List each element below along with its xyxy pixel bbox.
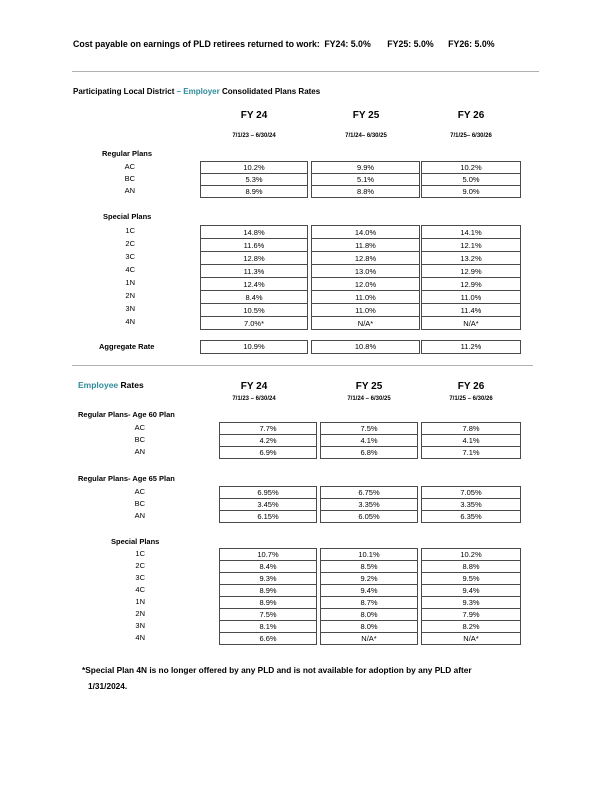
employer-date-range: 7/1/24– 6/30/25 <box>345 133 387 139</box>
employer-special-cell: N/A* <box>421 316 521 330</box>
employee-special-plan-label: 4C <box>135 585 145 594</box>
employee-section-title <box>78 380 144 390</box>
employer-regular-cell: 10.2% <box>421 161 521 174</box>
employee-date-range: 7/1/24 – 6/30/25 <box>347 396 391 402</box>
employer-regular-cell: 10.2% <box>200 161 308 174</box>
employer-title-suffix: Consolidated Plans Rates <box>219 87 321 96</box>
employer-aggregate-cell: 10.8% <box>311 340 420 354</box>
employer-regular-cell: 5.3% <box>200 173 308 186</box>
employer-fy-header: FY 26 <box>457 110 485 121</box>
employer-date-range: 7/1/25– 6/30/26 <box>450 133 492 139</box>
employer-regular-cell: 9.9% <box>311 161 420 174</box>
employer-special-cell: 12.8% <box>200 251 308 265</box>
cost-fy25: FY25: 5.0% <box>387 39 434 49</box>
employee-special-cell: 8.8% <box>421 560 521 573</box>
employee-age65-cell: 3.35% <box>421 498 521 511</box>
employee-age60-cell: 7.8% <box>421 422 521 435</box>
employee-age60-plan-label: AN <box>134 447 145 456</box>
employer-special-cell: 8.4% <box>200 290 308 304</box>
employer-special-cell: 12.9% <box>421 277 521 291</box>
employee-special-cell: 9.4% <box>421 584 521 597</box>
employer-special-plan-label: 1N <box>125 278 135 287</box>
employer-regular-cell: 8.8% <box>311 185 420 198</box>
employee-age60-cell: 4.2% <box>219 434 317 447</box>
employee-special-cell: 10.1% <box>320 548 418 561</box>
employee-age65-cell: 3.35% <box>320 498 418 511</box>
employer-fy-header: FY 24 <box>240 110 268 121</box>
employer-regular-cell: 5.0% <box>421 173 521 186</box>
employer-title-dash: – <box>174 87 184 96</box>
cost-fy26: FY26: 5.0% <box>448 39 495 49</box>
employer-special-cell: 12.1% <box>421 238 521 252</box>
employee-title-accent: Employee <box>78 380 119 390</box>
employer-special-cell: 12.4% <box>200 277 308 291</box>
employee-age60-cell: 4.1% <box>421 434 521 447</box>
employer-special-cell: 14.0% <box>311 225 420 239</box>
employee-age65-label: Regular Plans- Age 65 Plan <box>78 474 175 483</box>
employer-special-plan-label: 1C <box>125 226 135 235</box>
employer-special-cell: 10.5% <box>200 303 308 317</box>
employee-special-cell: 8.1% <box>219 620 317 633</box>
employee-special-cell: 8.7% <box>320 596 418 609</box>
employee-age60-cell: 6.9% <box>219 446 317 459</box>
employer-special-cell: 11.0% <box>421 290 521 304</box>
employer-special-cell: 11.3% <box>200 264 308 278</box>
employee-fy-header: FY 26 <box>457 381 485 392</box>
employee-age65-cell: 3.45% <box>219 498 317 511</box>
employer-special-cell: 11.6% <box>200 238 308 252</box>
cost-payable-line <box>73 39 495 49</box>
employer-regular-cell: 5.1% <box>311 173 420 186</box>
employer-special-cell: 11.0% <box>311 303 420 317</box>
employee-special-cell: 8.0% <box>320 620 418 633</box>
employee-special-cell: 9.4% <box>320 584 418 597</box>
employee-special-cell: 8.9% <box>219 584 317 597</box>
employee-special-plan-label: 4N <box>135 633 145 642</box>
employee-age65-cell: 7.05% <box>421 486 521 499</box>
employer-regular-cell: 8.9% <box>200 185 308 198</box>
employee-special-cell: N/A* <box>320 632 418 645</box>
employer-regular-plan-label: BC <box>124 174 135 183</box>
employee-special-plan-label: 2C <box>135 561 145 570</box>
footnote-line-2: 1/31/2024. <box>88 681 128 691</box>
employer-special-cell: 11.4% <box>421 303 521 317</box>
employer-special-cell: 14.8% <box>200 225 308 239</box>
employee-special-cell: 10.2% <box>421 548 521 561</box>
employer-special-plan-label: 3N <box>125 304 135 313</box>
employee-special-plans-label: Special Plans <box>111 537 160 546</box>
employer-aggregate-label: Aggregate Rate <box>99 342 155 351</box>
employee-special-cell: 6.6% <box>219 632 317 645</box>
employee-special-plan-label: 2N <box>135 609 145 618</box>
employer-section-title <box>73 87 320 96</box>
employer-special-cell: 14.1% <box>421 225 521 239</box>
employee-age60-cell: 7.1% <box>421 446 521 459</box>
employee-special-plan-label: 1C <box>135 549 145 558</box>
employee-special-plan-label: 3N <box>135 621 145 630</box>
employee-age65-plan-label: AC <box>134 487 145 496</box>
employer-regular-plans-label: Regular Plans <box>102 149 153 158</box>
footnote-line-1: *Special Plan 4N is no longer offered by any PLD and is not available for adoption by any PLD after <box>82 665 472 675</box>
employer-regular-plan-label: AN <box>124 186 135 195</box>
employee-age65-cell: 6.95% <box>219 486 317 499</box>
employer-aggregate-cell: 10.9% <box>200 340 308 354</box>
employee-age65-plan-label: BC <box>134 499 145 508</box>
employee-special-cell: 8.0% <box>320 608 418 621</box>
employee-date-range: 7/1/25 – 6/30/26 <box>449 396 493 402</box>
employee-title-suffix: Rates <box>118 380 144 390</box>
employee-special-cell: 9.5% <box>421 572 521 585</box>
employer-regular-cell: 9.0% <box>421 185 521 198</box>
employee-special-cell: 10.7% <box>219 548 317 561</box>
employer-regular-plan-label: AC <box>124 162 135 171</box>
employee-special-cell: 7.5% <box>219 608 317 621</box>
employer-special-cell: 7.0%* <box>200 316 308 330</box>
employer-special-cell: 12.8% <box>311 251 420 265</box>
employee-age65-cell: 6.05% <box>320 510 418 523</box>
employee-special-cell: 9.3% <box>421 596 521 609</box>
employee-age60-cell: 4.1% <box>320 434 418 447</box>
employer-special-plan-label: 2C <box>125 239 135 248</box>
cost-payable-label: Cost payable on earnings of PLD retirees returned to work: <box>73 39 320 49</box>
employee-fy-header: FY 25 <box>355 381 383 392</box>
employee-special-cell: 9.3% <box>219 572 317 585</box>
employer-special-plan-label: 4N <box>125 317 135 326</box>
employee-age60-plan-label: BC <box>134 435 145 444</box>
employer-special-plan-label: 3C <box>125 252 135 261</box>
employer-special-cell: 12.9% <box>421 264 521 278</box>
employee-age65-cell: 6.15% <box>219 510 317 523</box>
employee-age60-cell: 7.7% <box>219 422 317 435</box>
divider-middle <box>72 365 533 366</box>
employee-special-cell: 8.4% <box>219 560 317 573</box>
employee-age60-label: Regular Plans- Age 60 Plan <box>78 410 175 419</box>
employee-date-range: 7/1/23 – 6/30/24 <box>232 396 276 402</box>
employer-special-plans-label: Special Plans <box>103 212 152 221</box>
employer-special-plan-label: 4C <box>125 265 135 274</box>
employee-special-cell: 7.9% <box>421 608 521 621</box>
employer-special-cell: 12.0% <box>311 277 420 291</box>
employer-special-cell: 11.0% <box>311 290 420 304</box>
employer-special-cell: N/A* <box>311 316 420 330</box>
employee-special-cell: 8.2% <box>421 620 521 633</box>
employee-fy-header: FY 24 <box>240 381 268 392</box>
employer-special-plan-label: 2N <box>125 291 135 300</box>
employee-special-plan-label: 1N <box>135 597 145 606</box>
employer-special-cell: 11.8% <box>311 238 420 252</box>
employer-fy-header: FY 25 <box>352 110 380 121</box>
employee-age60-plan-label: AC <box>134 423 145 432</box>
cost-fy24: FY24: 5.0% <box>324 39 371 49</box>
footnote <box>82 662 472 694</box>
employee-special-cell: 8.9% <box>219 596 317 609</box>
employer-special-cell: 13.2% <box>421 251 521 265</box>
employee-age65-plan-label: AN <box>134 511 145 520</box>
employee-special-cell: 9.2% <box>320 572 418 585</box>
employer-date-range: 7/1/23 – 6/30/24 <box>232 133 276 139</box>
employee-age65-cell: 6.75% <box>320 486 418 499</box>
employee-age60-cell: 6.8% <box>320 446 418 459</box>
employee-age65-cell: 6.35% <box>421 510 521 523</box>
employer-aggregate-cell: 11.2% <box>421 340 521 354</box>
employee-special-cell: 8.5% <box>320 560 418 573</box>
employer-title-prefix: Participating Local District <box>73 87 175 96</box>
employer-title-accent: Employer <box>183 87 220 96</box>
employee-age60-cell: 7.5% <box>320 422 418 435</box>
employee-special-plan-label: 3C <box>135 573 145 582</box>
divider-top <box>72 71 539 72</box>
employer-special-cell: 13.0% <box>311 264 420 278</box>
employee-special-cell: N/A* <box>421 632 521 645</box>
